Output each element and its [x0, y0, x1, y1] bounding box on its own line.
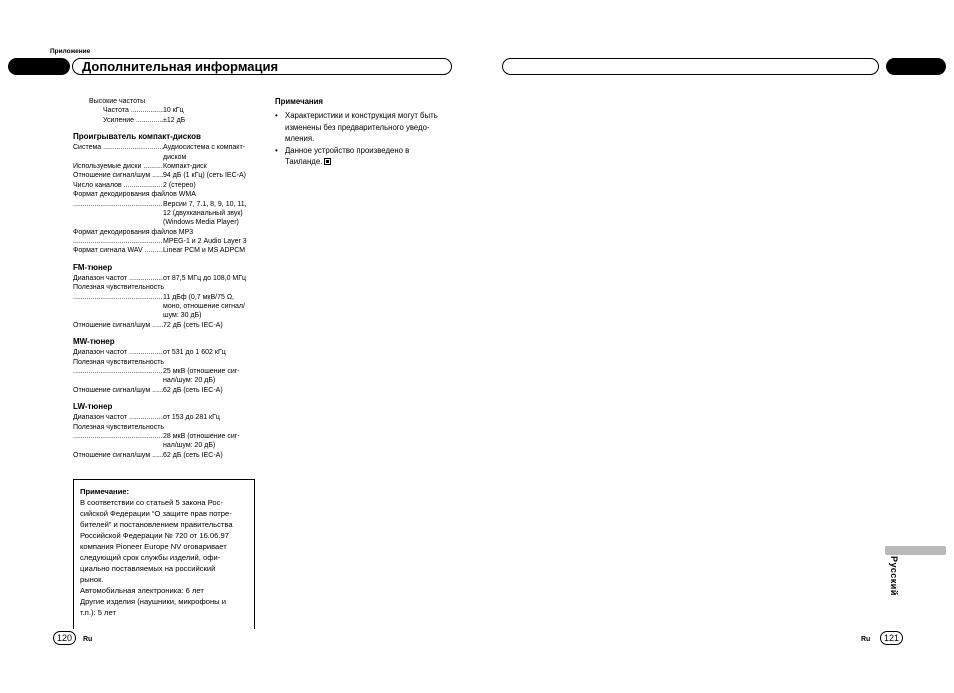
spec-row: Отношение сигнал/шум ..... 62 дБ (сеть IEC-A): [73, 451, 258, 460]
spec-row: Отношение сигнал/шум ..... 62 дБ (сеть IEC-A): [73, 386, 258, 395]
end-mark-icon: [324, 158, 331, 165]
section-heading-mw: MW-тюнер: [73, 337, 115, 347]
note-line: Российской Федерации № 720 от 16.06.97: [80, 531, 229, 540]
notes-title: Примечания: [275, 97, 323, 106]
spec-row: ..... 11 дБф (0,7 мкВ/75 Ω,: [73, 293, 258, 302]
note-line: В соответствии со статьей 5 закона Рос-: [80, 498, 223, 507]
note-line: рынок.: [80, 575, 104, 584]
spec-row: Диапазон частот ..... от 531 до 1 602 кГц: [73, 348, 258, 357]
spec-row: Полезная чувствительность: [73, 284, 165, 292]
page-title: Дополнительная информация: [82, 59, 279, 74]
language-label: Русский: [889, 556, 899, 596]
spec-row: нал/шум: 20 дБ): [163, 377, 216, 385]
spec-row: ..... 28 мкВ (отношение сиг-: [73, 432, 258, 441]
note-line: циально поставляемых на российский: [80, 564, 216, 573]
spec-row: (Windows Media Player): [163, 219, 239, 227]
note-line: следующий срок службы изделий, офи-: [80, 553, 221, 562]
section-heading-cd: Проигрыватель компакт-дисков: [73, 132, 201, 142]
note-box-title: Примечание:: [80, 487, 130, 496]
spec-row: Полезная чувствительность: [73, 358, 165, 366]
right-header-tab: [886, 58, 946, 75]
note-line: компания Pioneer Europe NV оговаривает: [80, 542, 227, 551]
spec-row: Формат декодирования файлов WMA: [73, 191, 196, 199]
spec-row: Отношение сигнал/шум ..... 94 дБ (1 кГц) (сеть IEC-A): [73, 171, 258, 180]
note-line: Автомобильная электроника: 6 лет: [80, 586, 204, 595]
spec-row: моно, отношение сигнал/: [163, 303, 245, 311]
note-line: т.п.): 5 лет: [80, 608, 116, 617]
page-number-right: 121: [880, 631, 903, 645]
spec-row: нал/шум: 20 дБ): [163, 442, 216, 450]
notes-list: [275, 110, 475, 167]
hf-rows: [73, 106, 258, 125]
spec-row: ..... 25 мкВ (отношение сиг-: [73, 367, 258, 376]
spec-row: Диапазон частот ..... от 153 до 281 кГц: [73, 413, 258, 422]
spec-row: ..... MPEG-1 и 2 Audio Layer 3: [73, 237, 258, 246]
spec-row: Система ..... Аудиосистема с компакт-: [73, 143, 258, 152]
left-header-tab: [8, 58, 70, 75]
mw-rows: [73, 348, 258, 395]
spec-row: Полезная чувствительность: [73, 423, 165, 431]
cd-rows: [73, 143, 258, 256]
note-line: сийской Федерации “О защите прав потре-: [80, 509, 232, 518]
section-label: Приложение: [50, 48, 91, 55]
spec-row: Формат декодирования файлов MP3: [73, 228, 194, 236]
hf-label: Высокие частоты: [89, 98, 146, 105]
language-tab: [885, 546, 946, 555]
note-line: бителей” и постановлением правительства: [80, 520, 233, 529]
note-line: Другие изделия (наушники, микрофоны и: [80, 597, 226, 606]
page-number-left: 120: [53, 631, 76, 645]
right-header-frame: [502, 58, 879, 75]
spec-row: Усиление ..... ±12 дБ: [73, 116, 258, 125]
lang-code-left: Ru: [83, 636, 93, 643]
note-box: [73, 479, 255, 629]
spec-row: Формат сигнала WAV ..... Linear PCM и MS ADPCM: [73, 246, 258, 255]
spec-row: Используемые диски ..... Компакт-диск: [73, 162, 258, 171]
list-item: • Характеристики и конструкция могут быть изменены без предварительного уведо- мления.: [275, 110, 475, 144]
spec-row: Диапазон частот ..... от 87,5 МГц до 108,0 МГц: [73, 274, 258, 283]
spec-row: диском: [163, 153, 187, 161]
section-heading-fm: FM-тюнер: [73, 262, 113, 272]
spec-row: 12 (двухканальный звук): [163, 209, 243, 217]
lang-code-right: Ru: [861, 636, 871, 643]
spec-row: Частота ..... 10 кГц: [73, 106, 258, 115]
spec-row: шум: 30 дБ): [163, 312, 202, 320]
fm-rows: [73, 274, 258, 330]
spec-row: Отношение сигнал/шум ..... 72 дБ (сеть IEC-A): [73, 321, 258, 330]
notes-section: [275, 96, 475, 167]
spec-row: Число каналов ..... 2 (стерео): [73, 181, 258, 190]
list-item: • Данное устройство произведено в Таиланде.: [275, 145, 475, 168]
section-heading-lw: LW-тюнер: [73, 402, 113, 412]
lw-rows: [73, 413, 258, 460]
spec-row: ..... Версии 7, 7.1, 8, 9, 10, 11,: [73, 200, 258, 209]
specifications: [73, 97, 258, 460]
